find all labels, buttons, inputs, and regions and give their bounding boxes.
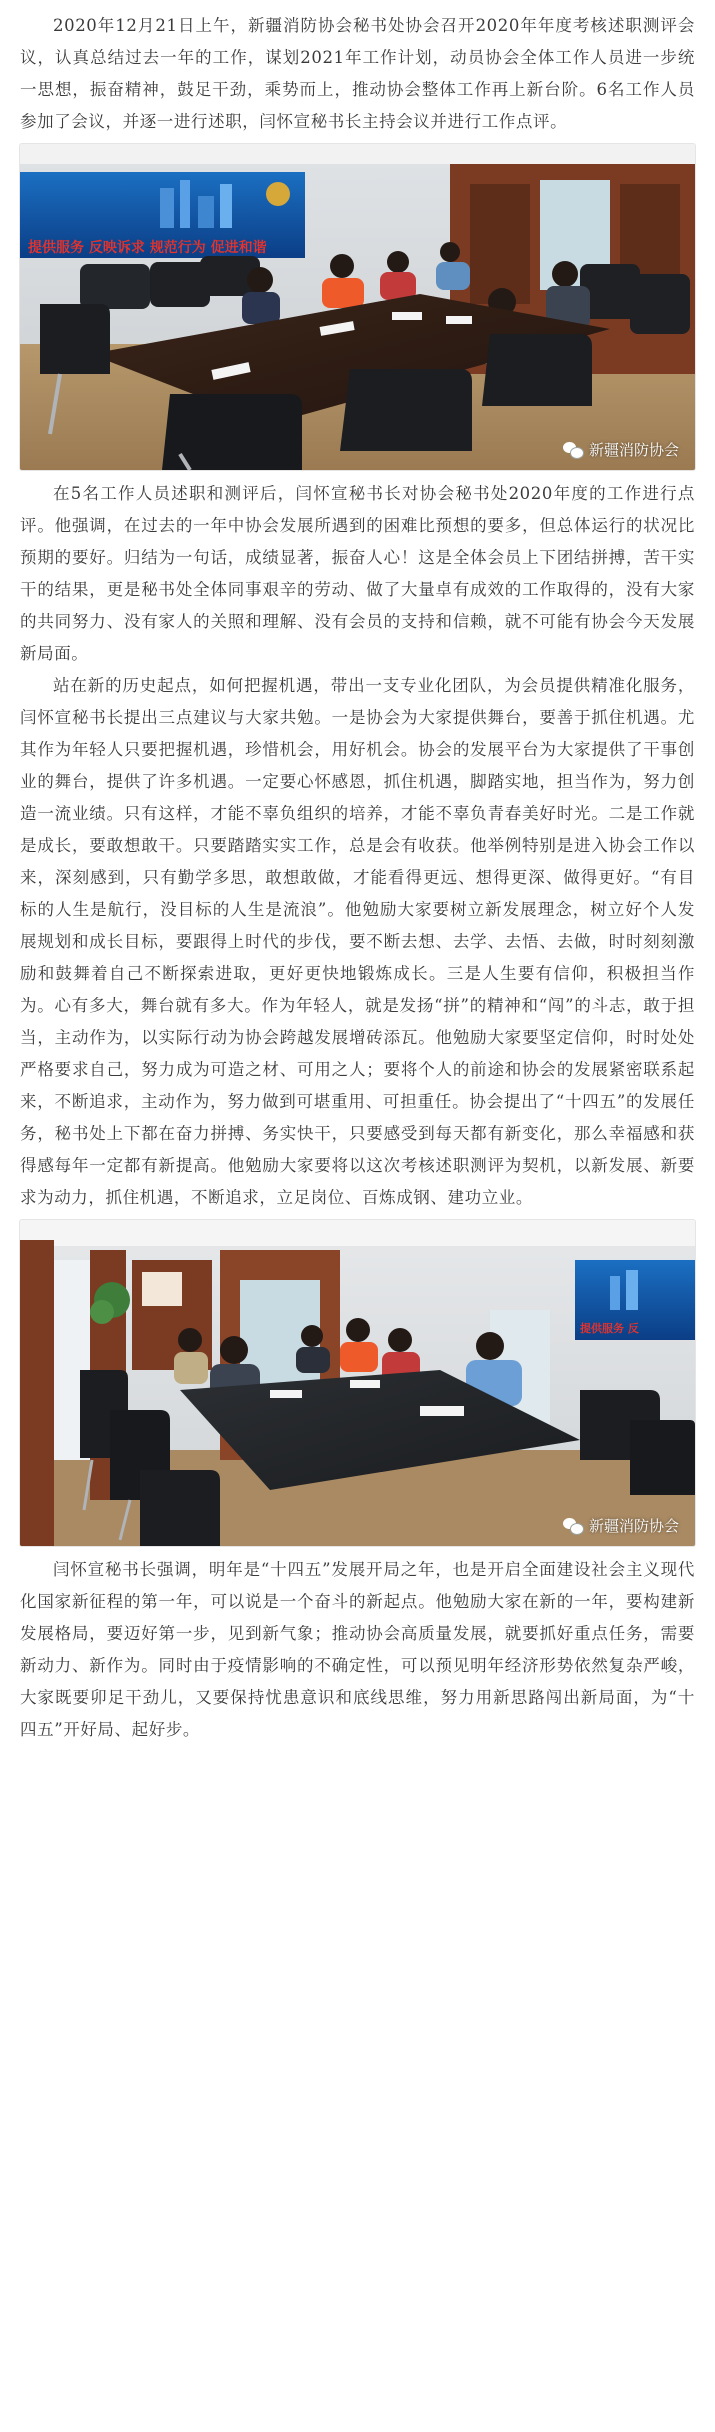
watermark-2: [563, 1515, 679, 1536]
watermark: [563, 439, 679, 460]
paragraph-intro: 2020年12月21日上午，新疆消防协会秘书处协会召开2020年年度考核述职测评会议，认真总结过去一年的工作，谋划2021年工作计划，动员协会全体工作人员进一步统一思想，振奋精神，鼓足干劲，乘势而上，推动协会整体工作再上新台阶。6名工作人员参加了会议，并逐一进行述职，闫怀宣秘书长主持会议并进行工作点评。: [20, 16, 695, 131]
paragraph-closing: 闫怀宣秘书长强调，明年是“十四五”发展开局之年，也是开启全面建设社会主义现代化国家新征程的第一年，可以说是一个奋斗的新起点。他勉励大家在新的一年，要构建新发展格局，要迈好第一步，见到新气象；推动协会高质量发展，就要抓好重点任务，需要新动力、新作为。同时由于疫情影响的不确定性，可以预见明年经济形势依然复杂严峻，大家既要卯足干劲儿，又要保持忧患意识和底线思维，努力用新思路闯出新局面，为“十四五”开好局、起好步。: [20, 1560, 695, 1739]
banner-slogan: 提供服务 反映诉求 规范行为 促进和谐: [28, 240, 267, 256]
watermark-label: 新疆消防协会: [588, 441, 679, 459]
banner-slogan-2: 提供服务 反: [580, 1322, 639, 1335]
meeting-photo-2: [20, 1220, 695, 1546]
paragraph-review: 在5名工作人员述职和测评后，闫怀宣秘书长对协会秘书处2020年度的工作进行点评。他强调，在过去的一年中协会发展所遇到的困难比预想的要多，但总体运行的状况比预期的要好。归结为一句话，成绩显著，振奋人心！这是全体会员上下团结拼搏，苦干实干的结果，更是秘书处全体同事艰辛的劳动、做了大量卓有成效的工作取得的，没有大家的共同努力、没有家人的关照和理解、没有会员的支持和信赖，就不可能有协会今天发展新局面。: [20, 484, 695, 663]
watermark-label-2: 新疆消防协会: [588, 1517, 679, 1535]
wall-banner-2: [575, 1260, 695, 1340]
wechat-icon: [563, 442, 583, 458]
wall-banner: [20, 172, 305, 258]
paragraph-suggestions: 站在新的历史起点，如何把握机遇，带出一支专业化团队，为会员提供精准化服务，闫怀宣秘书长提出三点建议与大家共勉。一是协会为大家提供舞台，要善于抓住机遇。尤其作为年轻人只要把握机遇，珍惜机会，用好机会。协会的发展平台为大家提供了干事创业的舞台，提供了许多机遇。一定要心怀感恩，抓住机遇，脚踏实地，担当作为，努力创造一流业绩。只有这样，才能不辜负组织的培养，才能不辜负青春美好时光。二是工作就是成长，要敢想敢干。只要踏踏实实工作，总是会有收获。他举例特别是进入协会工作以来，深刻感到，只有勤学多思，敢想敢做，才能看得更远、想得更深、做得更好。“有目标的人生是航行，没目标的人生是流浪”。他勉励大家要树立新发展理念，树立好个人发展规划和成长目标，要跟得上时代的步伐，要不断去想、去学、去悟、去做，时时刻刻激励和鼓舞着自己不断探索进取，更好更快地锻炼成长。三是人生要有信仰，积极担当作为。心有多大，舞台就有多大。作为年轻人，就是发扬“拼”的精神和“闯”的斗志，敢于担当，主动作为，以实际行动为协会跨越发展增砖添瓦。他勉励大家要坚定信仰，时时处处严格要求自己，努力成为可造之材、可用之人；要将个人的前途和协会的发展紧密联系起来，不断追求，主动作为，努力做到可堪重用、可担重任。协会提出了“十四五”的发展任务，秘书处上下都在奋力拼搏、务实快干，只要感受到每天都有新变化，那么幸福感和获得感每年一定都有新提高。他勉励大家要将以这次考核述职测评为契机，以新发展、新要求为动力，抓住机遇，不断追求，立足岗位、百炼成钢、建功立业。: [20, 676, 695, 1207]
wechat-icon: [563, 1518, 583, 1534]
meeting-photo-1: [20, 144, 695, 470]
